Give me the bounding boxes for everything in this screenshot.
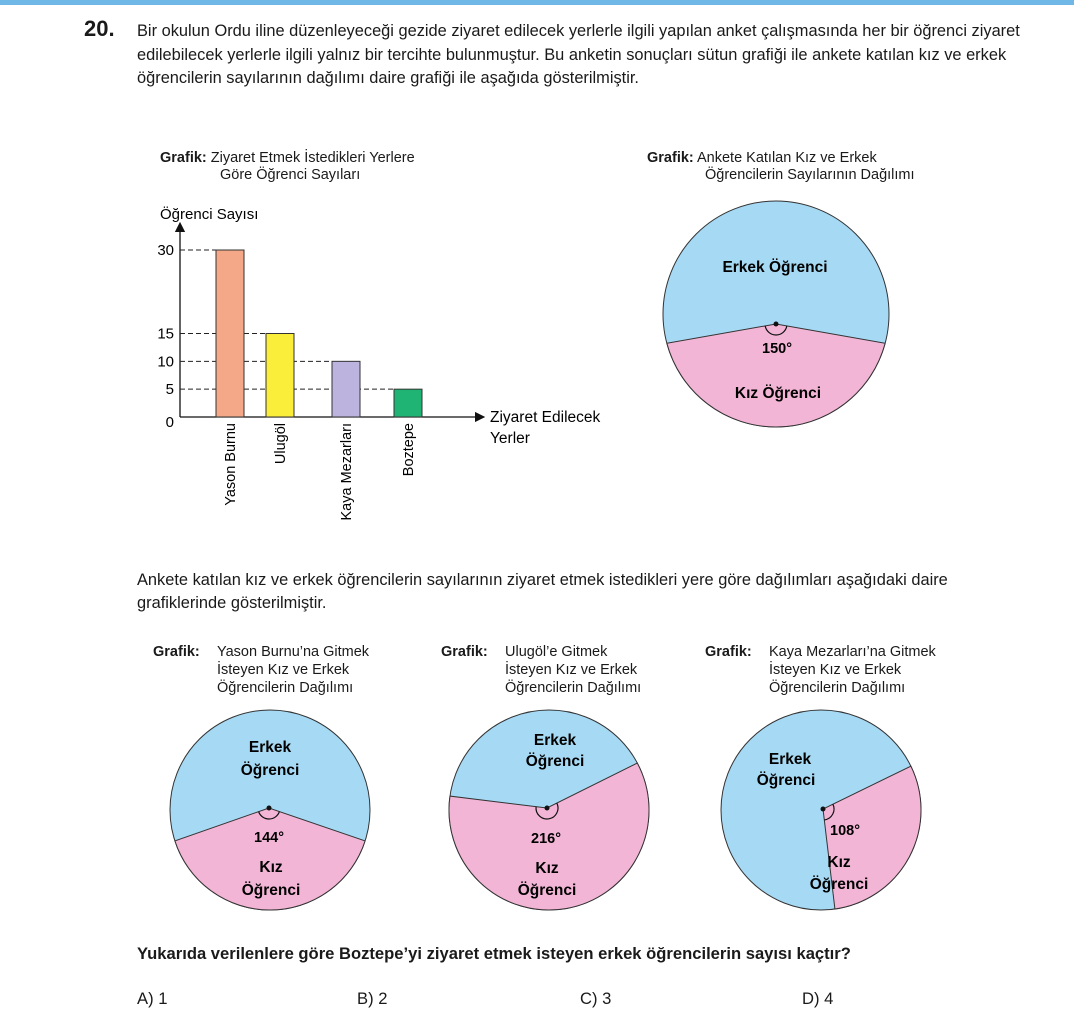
- pie2-title: [153, 644, 370, 696]
- bar-x-axis-label-2: Yerler: [490, 430, 530, 447]
- choice-d[interactable]: D) 4: [802, 989, 834, 1008]
- pie3-title-prefix: Grafik:: [441, 644, 488, 660]
- pie2-label-kiz-1: Kız: [259, 859, 283, 876]
- pie3-angle-label: 216°: [531, 831, 561, 847]
- pie2-label-erkek-1: Erkek: [248, 739, 292, 756]
- pie4-title-line2: İsteyen Kız ve Erkek: [769, 662, 902, 678]
- bar-y-ticks: [157, 242, 174, 431]
- pie2-title-line3: Öğrencilerin Dağılımı: [217, 680, 354, 696]
- choice-c[interactable]: C) 3: [580, 989, 612, 1008]
- pie4-title-line3: Öğrencilerin Dağılımı: [769, 680, 906, 696]
- pie2-label-kiz-2: Öğrenci: [241, 882, 301, 899]
- pie1-center-dot: [774, 322, 779, 327]
- bar-2: [266, 334, 294, 418]
- pie4-title-prefix: Grafik:: [705, 644, 752, 660]
- bar-chart-title: [160, 150, 415, 184]
- pie1-chart: [650, 190, 900, 450]
- bar-x-tick-label: Boztepe: [401, 423, 417, 477]
- question-text: Yukarıda verilenlere göre Boztepe’yi ziyaret etmek isteyen erkek öğrencilerin sayısı kaçtır?: [137, 944, 851, 963]
- pie4-title: [705, 644, 936, 696]
- bar-3: [332, 361, 360, 417]
- pie2-center-dot: [267, 806, 272, 811]
- bar-y-tick-label: 10: [157, 353, 174, 371]
- pie1-title-line2: Öğrencilerin Sayılarının Dağılımı: [705, 167, 915, 183]
- bar-x-tick-label: Ulugöl: [273, 423, 289, 465]
- pie1-angle-label: 150°: [762, 341, 792, 357]
- pie3-title-line1: Ulugöl’e Gitmek: [505, 644, 608, 660]
- pie2-title-line1: Yason Burnu’na Gitmek: [217, 644, 370, 660]
- pie2-title-line2: İsteyen Kız ve Erkek: [217, 662, 350, 678]
- pie4-label-erkek-1: Erkek: [768, 751, 812, 768]
- pie3-label-erkek-1: Erkek: [533, 732, 577, 749]
- pie3-label-kiz-2: Öğrenci: [517, 882, 577, 899]
- pie3-label-erkek-2: Öğrenci: [525, 753, 585, 770]
- pie1-label-erkek: Erkek Öğrenci: [722, 259, 828, 276]
- pie3-title-line2: İsteyen Kız ve Erkek: [505, 662, 638, 678]
- question-stem: Bir okulun Ordu iline düzenleyeceği gezide ziyaret edilecek yerlerle ilgili yapılan anket çalışmasında her bir öğrenci ziyaret edilebilecek yerlerle ilgili yalnız bir tercihte bulunmuştur. Bu anketin sonuçları sütun grafiği ile ankete katılan kız ve erkek öğrencilerin sayılarının dağılımı daire grafiği ile aşağıda gösterilmiştir.: [137, 22, 1020, 87]
- bar-chart: [140, 195, 640, 535]
- pie4-label-erkek-2: Öğrenci: [756, 772, 816, 789]
- pie1-title-prefix: Grafik:: [647, 150, 694, 166]
- pie4-label-kiz-2: Öğrenci: [809, 876, 869, 893]
- pie3-title-line3: Öğrencilerin Dağılımı: [505, 680, 642, 696]
- pie4-title-line1: Kaya Mezarları’na Gitmek: [769, 644, 936, 660]
- pie1-label-kiz: Kız Öğrenci: [734, 385, 822, 402]
- pie2-chart: [165, 705, 375, 915]
- pie3-title: [441, 644, 642, 696]
- top-accent-bar: [0, 0, 1074, 5]
- bar-chart-title-prefix: Grafik:: [160, 150, 207, 166]
- bar-y-axis-label: Öğrenci Sayısı: [160, 206, 259, 223]
- bar-y-tick-label: 30: [157, 242, 174, 259]
- bar-y-tick-label: 15: [157, 325, 174, 343]
- bar-x-axis-label-1: Ziyaret Edilecek: [490, 409, 601, 426]
- bar-y-tick-label: 0: [165, 414, 174, 431]
- pie3-label-kiz-1: Kız: [535, 860, 559, 877]
- choice-b[interactable]: B) 2: [357, 989, 388, 1008]
- bar-1: [216, 250, 244, 417]
- pie1-title-line1: Ankete Katılan Kız ve Erkek: [696, 150, 877, 166]
- bar-x-labels: [223, 423, 417, 521]
- bar-chart-title-line2: Göre Öğrenci Sayıları: [220, 167, 361, 183]
- bar-y-tick-label: 5: [165, 381, 174, 399]
- paragraph-2: Ankete katılan kız ve erkek öğrencilerin sayılarının ziyaret etmek istedikleri yere göre dağılımları aşağıdaki daire grafiklerinde gösterilmiştir.: [137, 571, 948, 612]
- pie4-angle-label: 108°: [830, 823, 860, 839]
- choice-a[interactable]: A) 1: [137, 989, 168, 1008]
- bar-chart-title-line1: Ziyaret Etmek İstedikleri Yerlere: [210, 150, 415, 166]
- pie1-slice-kiz: [667, 324, 885, 427]
- pie2-angle-label: 144°: [254, 830, 284, 846]
- pie4-center-dot: [821, 807, 826, 812]
- bar-x-tick-label: Yason Burnu: [223, 423, 239, 506]
- pie4-label-kiz-1: Kız: [827, 854, 851, 871]
- pie4-chart: [718, 705, 928, 915]
- pie2-label-erkek-2: Öğrenci: [240, 762, 300, 779]
- pie3-chart: [446, 705, 656, 915]
- pie1-title: [647, 150, 915, 184]
- pie2-title-prefix: Grafik:: [153, 644, 200, 660]
- bar-x-tick-label: Kaya Mezarları: [339, 423, 355, 521]
- bar-4: [394, 389, 422, 417]
- pie3-center-dot: [545, 806, 550, 811]
- question-number: 20.: [84, 16, 115, 41]
